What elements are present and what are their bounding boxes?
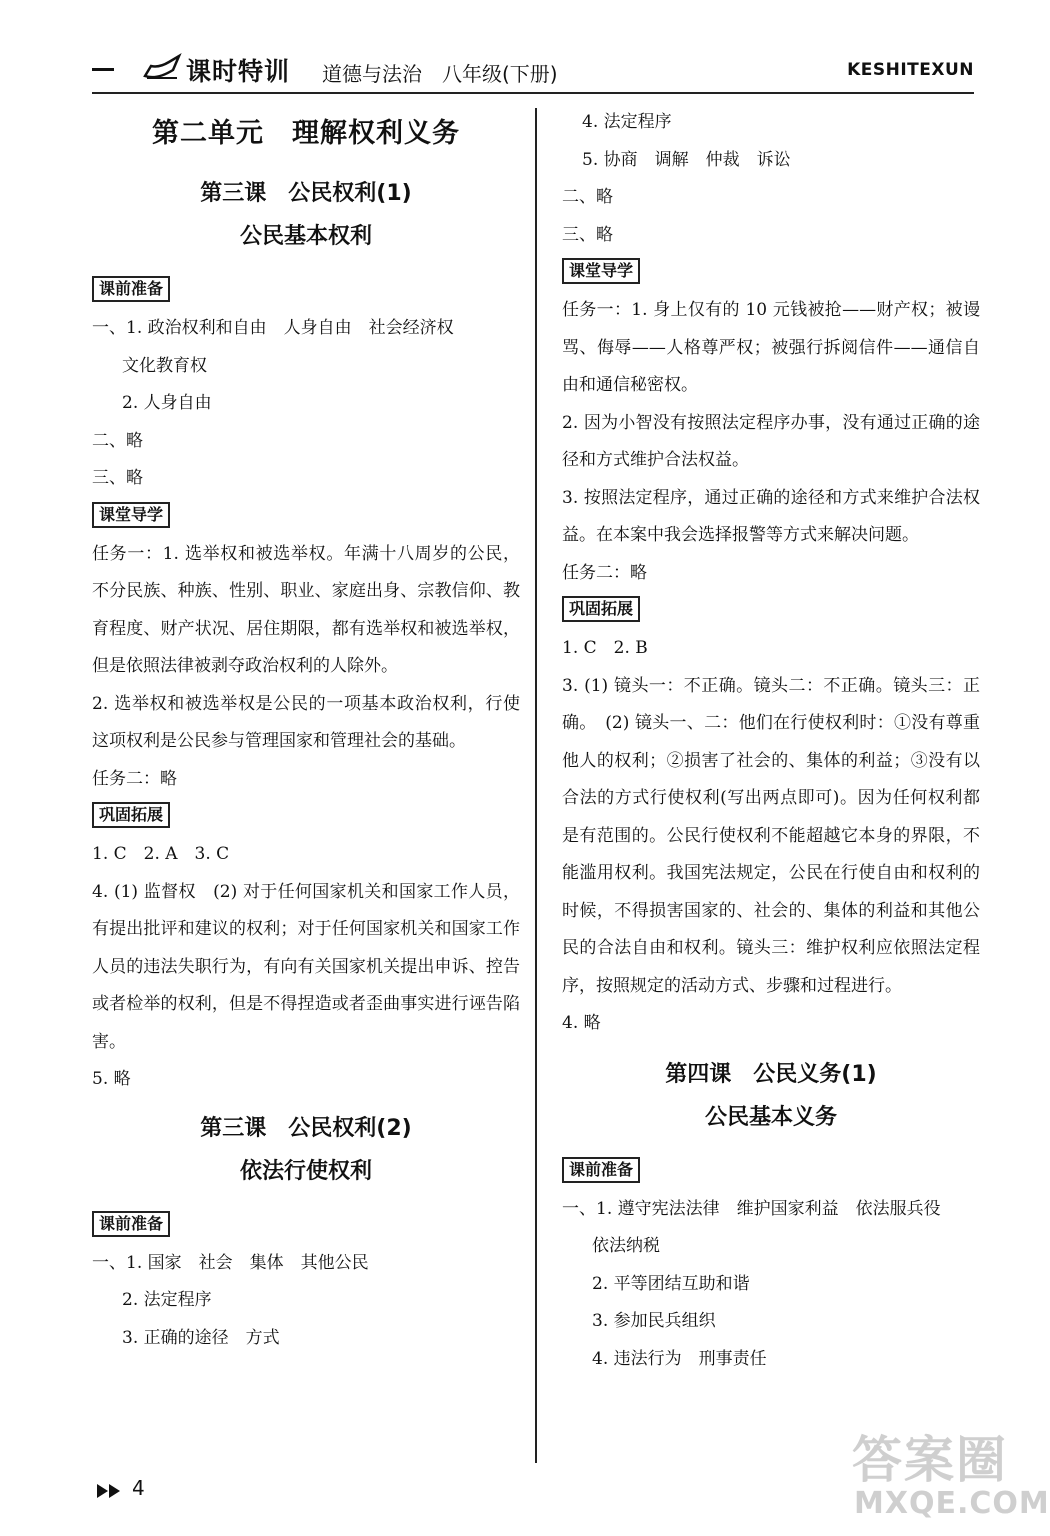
- book-subtitle: 道德与法治 八年级(下册): [322, 62, 558, 86]
- lesson-subtitle: 公民基本义务: [704, 1104, 837, 1130]
- section-tag: 巩固拓展: [92, 802, 170, 828]
- header-rule: [92, 92, 974, 94]
- answer-line: 二、略: [92, 430, 143, 451]
- answer-line: 4. 违法行为 刑事责任: [592, 1348, 767, 1369]
- answer-paragraph: 3. (1) 镜头一：不正确。镜头二：不正确。镜头三：正确。 (2) 镜头一、二：他们在行使权利时：①没有尊重他人的权利；②损害了社会的、集体的利益；③没有以合法的方式行使权利(写出两点即可)。因为任何权利都是有范围的。公民行使权利不能超越它本身的界限，不能滥用权利。我国宪法规定，公民在行使自由和权利的时候，不得损害国家的、社会的、集体的利益和其他公民的合法自由和权利。镜头三：维护权利应依照法定程序，按照规定的活动方式、步骤和过程进行。: [562, 675, 980, 996]
- answer-line: 2. 平等团结互助和谐: [592, 1273, 750, 1294]
- answer-line: 4. 法定程序: [582, 112, 672, 132]
- lesson-subtitle: 依法行使权利: [239, 1158, 372, 1184]
- answer-paragraph: 3. 按照法定程序，通过正确的途径和方式来维护合法权益。在本案中我会选择报警等方式来解决问题。: [562, 487, 980, 545]
- answer-paragraph: 任务一：1. 身上仅有的 10 元钱被抢——财产权；被谩骂、侮辱——人格尊严权；被强行拆阅信件——通信自由和通信秘密权。: [562, 300, 980, 395]
- answer-line: 三、略: [92, 468, 143, 488]
- answer-line: 5. 略: [92, 1069, 131, 1089]
- right-column: [562, 104, 980, 1378]
- watermark-url: MXQE.COM: [854, 1486, 1050, 1521]
- double-arrow-icon: [96, 1483, 122, 1499]
- section-tag: 课前准备: [92, 276, 170, 302]
- section-tag: 课堂导学: [562, 258, 640, 284]
- column-divider: [535, 108, 537, 1463]
- answer-line: 3. 参加民兵组织: [592, 1311, 716, 1331]
- answer-paragraph: 4. (1) 监督权 (2) 对于任何国家机关和国家工作人员，有提出批评和建议的权利；对于任何国家机关和国家工作人员的违法失职行为，有向有关国家机关提出申诉、控告或者检举的权利，但是不得捏造或者歪曲事实进行诬告陷害。: [92, 881, 520, 1052]
- lesson-title: 第四课 公民义务(1): [665, 1061, 877, 1087]
- left-column: [92, 112, 520, 1357]
- answer-line: 一、1. 政治权利和自由 人身自由 社会经济权: [92, 318, 454, 338]
- answer-paragraph: 2. 因为小智没有按照法定程序办事，没有通过正确的途径和方式维护合法权益。: [562, 412, 980, 470]
- answer-line: 1. C 2. A 3. C: [92, 844, 230, 864]
- answer-line: 文化教育权: [122, 355, 207, 376]
- header-dash: [92, 68, 114, 71]
- answer-line: 2. 人身自由: [122, 393, 212, 413]
- answer-line: 2. 法定程序: [122, 1290, 212, 1310]
- pen-logo-icon: [143, 52, 181, 82]
- page-number: 4: [132, 1476, 145, 1500]
- answer-line: 5. 协商 调解 仲裁 诉讼: [582, 149, 791, 170]
- answer-line: 1. C 2. B: [562, 638, 648, 658]
- answer-line: 任务二：略: [92, 768, 177, 789]
- lesson-subtitle: 公民基本权利: [239, 224, 372, 249]
- section-tag: 课前准备: [92, 1211, 170, 1237]
- watermark-logo: 答案圈: [852, 1431, 1008, 1489]
- answer-line: 一、1. 国家 社会 集体 其他公民: [92, 1252, 369, 1273]
- answer-paragraph: 任务一：1. 选举权和被选举权。年满十八周岁的公民，不分民族、种族、性别、职业、家庭出身、宗教信仰、教育程度、财产状况、居住期限，都有选举权和被选举权，但是依照法律被剥夺政治权利的人除外。: [92, 543, 520, 676]
- unit-title: 第二单元 理解权利义务: [152, 118, 460, 149]
- answer-line: 任务二：略: [562, 562, 647, 583]
- section-tag: 课堂导学: [92, 502, 170, 528]
- section-tag: 巩固拓展: [562, 596, 640, 622]
- answer-line: 三、略: [562, 224, 613, 245]
- watermark: [842, 1420, 1050, 1536]
- answer-line: 依法纳税: [592, 1236, 660, 1256]
- answer-line: 一、1. 遵守宪法法律 维护国家利益 依法服兵役: [562, 1198, 941, 1219]
- answer-paragraph: 2. 选举权和被选举权是公民的一项基本政治权利，行使这项权利是公民参与管理国家和管理社会的基础。: [92, 693, 520, 751]
- section-tag: 课前准备: [562, 1157, 640, 1183]
- brand-name: KESHITEXUN: [847, 60, 974, 80]
- answer-line: 3. 正确的途径 方式: [122, 1327, 280, 1348]
- answer-line: 4. 略: [562, 1013, 601, 1033]
- logo-title: 课时特训: [186, 57, 291, 86]
- answer-line: 二、略: [562, 187, 613, 207]
- page-header: [0, 44, 1018, 94]
- lesson-title: 第三课 公民权利(2): [200, 1115, 412, 1141]
- lesson-title: 第三课 公民权利(1): [200, 181, 412, 206]
